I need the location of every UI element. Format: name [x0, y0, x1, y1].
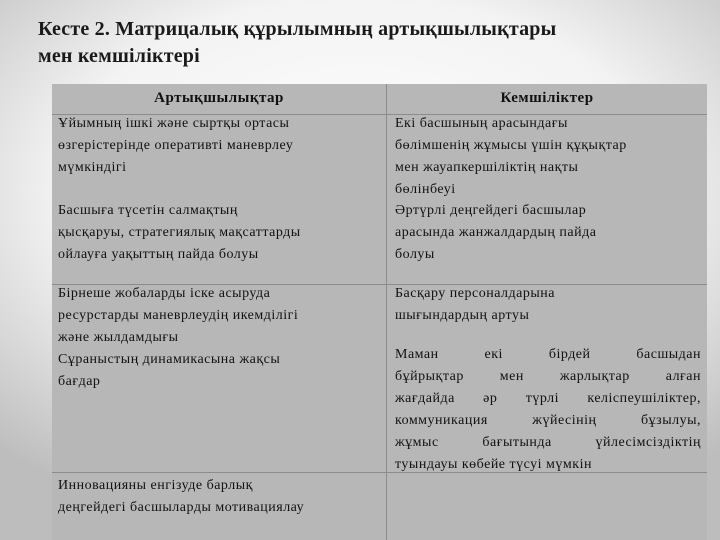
header-advantages: Артықшылықтар [154, 90, 284, 106]
disadvantage-line: бұйрықтар мен жарлықтар алған [395, 369, 701, 384]
header-disadvantages: Кемшіліктер [500, 90, 594, 106]
disadvantage-line: Маман екі бірдей басшыдан [395, 347, 701, 362]
advantage-item [58, 200, 384, 266]
caption-line-1: Кесте 2. Матрицалық құрылымның артықшылықтары [38, 18, 557, 40]
advantage-line: Сұраныстың динамикасына жақсы [58, 352, 281, 367]
disadvantage-line: Әртүрлі деңгейдегі басшылар [395, 203, 587, 218]
caption-line-2: мен кемшіліктері [38, 45, 200, 67]
disadvantage-line: мен жауапкершіліктің нақты [395, 160, 579, 175]
disadvantage-line: арасында жанжалдардың пайда [395, 225, 597, 240]
disadvantage-line: жұмыс бағытында үйлесімсіздіктің [395, 435, 701, 450]
advantage-line: мүмкіндігі [58, 160, 127, 175]
advantage-item [58, 349, 384, 393]
disadvantage-item [395, 283, 701, 327]
disadvantage-line: болуы [395, 247, 435, 262]
comparison-table [52, 84, 707, 540]
disadvantage-item [395, 344, 701, 476]
disadvantage-line: Басқару персоналдарына [395, 286, 555, 301]
disadvantage-line: бөлімшенің жұмысы үшін құқықтар [395, 138, 627, 153]
table-caption [38, 16, 688, 70]
disadvantage-item [395, 200, 701, 266]
advantage-item [58, 113, 384, 179]
advantage-line: Басшыға түсетін салмақтың [58, 203, 238, 218]
advantage-line: Инновацияны енгізуде барлық [58, 478, 253, 493]
advantage-line: қысқаруы, стратегиялық мақсаттарды [58, 225, 301, 240]
advantage-line: және жылдамдығы [58, 330, 179, 345]
advantage-line: бағдар [58, 374, 101, 389]
advantage-item [58, 475, 384, 519]
disadvantage-line: шығындардың артуы [395, 308, 530, 323]
disadvantage-line: коммуникация жүйесінің бұзылуы, [395, 413, 701, 428]
advantage-line: деңгейдегі басшыларды мотивациялау [58, 500, 305, 515]
disadvantage-line: бөлінбеуі [395, 182, 456, 197]
disadvantage-line: туындауы көбейе түсуі мүмкін [395, 457, 592, 472]
disadvantage-item [395, 113, 701, 201]
advantage-line: Бірнеше жобаларды іске асыруда [58, 286, 271, 301]
advantage-line: ресурстарды маневрлеудің икемділігі [58, 308, 299, 323]
advantage-line: Ұйымның ішкі және сыртқы ортасы [58, 116, 290, 131]
advantage-item [58, 283, 384, 349]
disadvantage-line: Екі басшының арасындағы [395, 116, 568, 131]
advantage-line: ойлауға уақыттың пайда болуы [58, 247, 259, 262]
advantage-line: өзгерістерінде оперативті маневрлеу [58, 138, 294, 153]
disadvantage-line: жағдайда әр түрлі келіспеушіліктер, [395, 391, 701, 406]
